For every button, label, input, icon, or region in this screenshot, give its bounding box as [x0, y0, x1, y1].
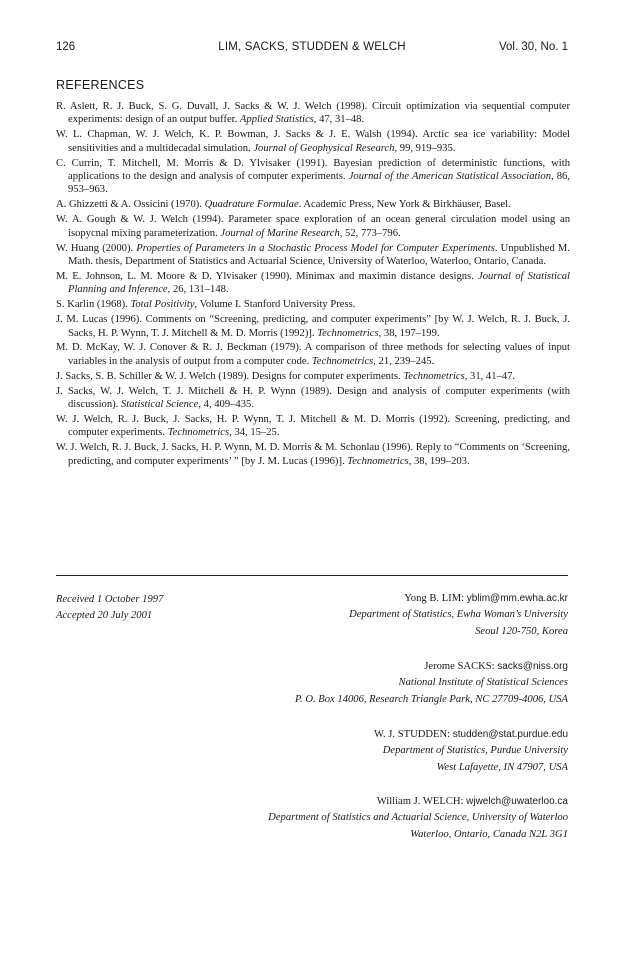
reference-entry: [56, 313, 570, 340]
reference-text: J. M. Lucas (1996). Comments on “Screening, predicting, and computer experiments” [by W. J. Welch, R. J. Buck, J. Sacks, H. P. Wynn, T. J. Mitchell & M. D. Morris (1992)].: [56, 314, 570, 339]
reference-text: M. D. McKay, W. J. Conover & R. J. Beckman (1979). A comparison of three methods for selecting values of input variables in the analysis of output from a computer code.: [56, 342, 570, 367]
reference-text: . Unpublished M. Math. thesis, Department of Statistics and Actuarial Science, University of Waterloo, Waterloo, Ontario, Canada.: [68, 242, 570, 267]
reference-text: , 34, 15–25.: [229, 427, 280, 439]
reference-text: C. Currin, T. Mitchell, M. Morris & D. Ylvisaker (1991). Bayesian prediction of deterministic functions, with applications to the design and analysis of computer experiments.: [56, 157, 570, 183]
author-email: yblim@mm.ewha.ac.kr: [466, 593, 568, 604]
accepted-date: Accepted 20 July 2001: [56, 610, 153, 621]
reference-text: , 21, 239–245.: [373, 355, 435, 367]
reference-source: Technometrics: [167, 427, 230, 439]
reference-text: , 99, 919–935.: [394, 142, 456, 154]
section-divider: [56, 575, 568, 576]
reference-source: Quadrature Formulae: [204, 199, 299, 211]
reference-source: Technometrics: [403, 370, 465, 382]
received-date: Received 1 October 1997: [56, 594, 164, 605]
reference-source: Technometrics: [347, 455, 409, 467]
page-number: 126: [56, 41, 76, 53]
reference-text: R. Aslett, R. J. Buck, S. G. Duvall, J. Sacks & W. J. Welch (1998). Circuit optimization via sequential computer experiments: design of an output buffer.: [56, 101, 570, 126]
reference-text: W. J. Welch, R. J. Buck, J. Sacks, H. P. Wynn, M. D. Morris & M. Schonlau (1996). Reply to “Comments on ‘Screening, predicting, and computer experiments’ ” [by J. M. Lucas (1996)].: [56, 442, 570, 467]
reference-text: . Academic Press, New York & Birkhäuser, Basel.: [298, 199, 511, 211]
reference-text: , 26, 131–148.: [167, 284, 229, 296]
reference-source: Journal of Geophysical Research: [253, 142, 395, 154]
reference-entry: [56, 370, 570, 383]
reference-text: , 52, 773–796.: [339, 227, 401, 239]
submission-dates: [56, 592, 163, 624]
affiliation-line: P. O. Box 14006, Research Triangle Park, NC 27709-4006, USA: [294, 693, 568, 705]
reference-entry: [56, 341, 570, 368]
reference-text: M. E. Johnson, L. M. Moore & D. Ylvisaker (1990). Minimax and maximin distance designs.: [56, 270, 479, 282]
reference-text: W. L. Chapman, W. J. Welch, K. P. Bowman, J. Sacks & J. E. Walsh (1994). Arctic sea ice variability: Model sensitivities and a multidecadal simulation.: [56, 129, 570, 154]
reference-entry: [56, 270, 570, 297]
author-name: Yong B. LIM:: [404, 593, 467, 604]
reference-source: Total Positivity: [130, 299, 195, 311]
affiliation-line: Waterloo, Ontario, Canada N2L 3G1: [410, 828, 568, 840]
reference-entry: [56, 198, 570, 211]
author-affiliation-sacks: [168, 659, 568, 708]
affiliation-line: Department of Statistics, Ewha Woman’s University: [349, 609, 568, 621]
running-title: LIM, SACKS, STUDDEN & WELCH: [218, 41, 406, 53]
reference-source: Journal of Marine Research: [220, 227, 340, 239]
reference-text: S. Karlin (1968).: [56, 299, 131, 311]
running-header: [56, 41, 568, 57]
affiliation-line: National Institute of Statistical Sciences: [398, 677, 568, 689]
reference-source: Journal of Statistical Planning and Inference: [68, 270, 571, 296]
reference-entry: [56, 100, 570, 127]
reference-entry: [56, 298, 570, 311]
reference-text: , 4, 409–435.: [198, 399, 254, 411]
author-name: William J. WELCH:: [376, 796, 467, 807]
reference-entry: [56, 128, 570, 155]
reference-entry: [56, 385, 570, 412]
author-name: Jerome SACKS:: [424, 661, 498, 672]
reference-entry: [56, 213, 570, 240]
reference-text: , 47, 31–48.: [313, 114, 365, 126]
reference-text: , 38, 197–199.: [378, 327, 440, 339]
reference-entry: [56, 441, 570, 468]
reference-text: W. J. Welch, R. J. Buck, J. Sacks, H. P. Wynn, T. J. Mitchell & M. D. Morris (1992). Screening, predicting, and computer experiments.: [56, 413, 570, 439]
reference-text: A. Ghizzetti & A. Ossicini (1970).: [56, 199, 205, 211]
reference-text: J. Sacks, S. B. Schiller & W. J. Welch (1989). Designs for computer experiments.: [56, 370, 404, 382]
reference-source: Journal of the American Statistical Association: [348, 171, 551, 183]
author-affiliation-welch: [138, 794, 568, 843]
affiliation-line: Department of Statistics, Purdue University: [382, 745, 568, 757]
reference-source: Statistical Science: [120, 399, 199, 411]
author-email: sacks@niss.org: [497, 661, 568, 672]
affiliation-line: West Lafayette, IN 47907, USA: [436, 761, 568, 773]
author-affiliation-studden: [168, 727, 568, 776]
reference-source: Applied Statistics: [239, 114, 314, 126]
reference-text: , 38, 199–203.: [408, 455, 470, 467]
references-heading: REFERENCES: [56, 78, 145, 92]
reference-entry: [56, 157, 570, 197]
reference-entry: [56, 413, 570, 440]
reference-text: , Volume I. Stanford University Press.: [194, 299, 356, 311]
reference-source: Properties of Parameters in a Stochastic Process Model for Computer Experiments: [136, 242, 495, 254]
author-email: wjwelch@uwaterloo.ca: [466, 796, 568, 807]
reference-entry: [56, 242, 570, 269]
reference-text: W. Huang (2000).: [56, 242, 137, 254]
reference-text: W. A. Gough & W. J. Welch (1994). Parameter space exploration of an ocean general circulation model using an isopycnal mixing parameterization.: [56, 214, 570, 239]
reference-source: Technometrics: [317, 327, 379, 339]
reference-text: J. Sacks, W. J. Welch, T. J. Mitchell & H. P. Wynn (1989). Design and analysis of computer experiments (with discussion).: [56, 385, 570, 411]
author-name: W. J. STUDDEN:: [373, 729, 453, 740]
reference-list: [56, 100, 570, 470]
affiliation-line: Seoul 120-750, Korea: [475, 625, 568, 637]
volume-info: Vol. 30, No. 1: [498, 41, 568, 53]
reference-source: Technometrics: [311, 355, 374, 367]
author-affiliation-lim: [168, 591, 568, 640]
reference-text: , 86, 953–963.: [68, 171, 570, 196]
reference-text: , 31, 41–47.: [464, 370, 516, 382]
affiliation-line: Department of Statistics and Actuarial Science, University of Waterloo: [268, 812, 568, 824]
author-email: studden@stat.purdue.edu: [452, 729, 568, 740]
